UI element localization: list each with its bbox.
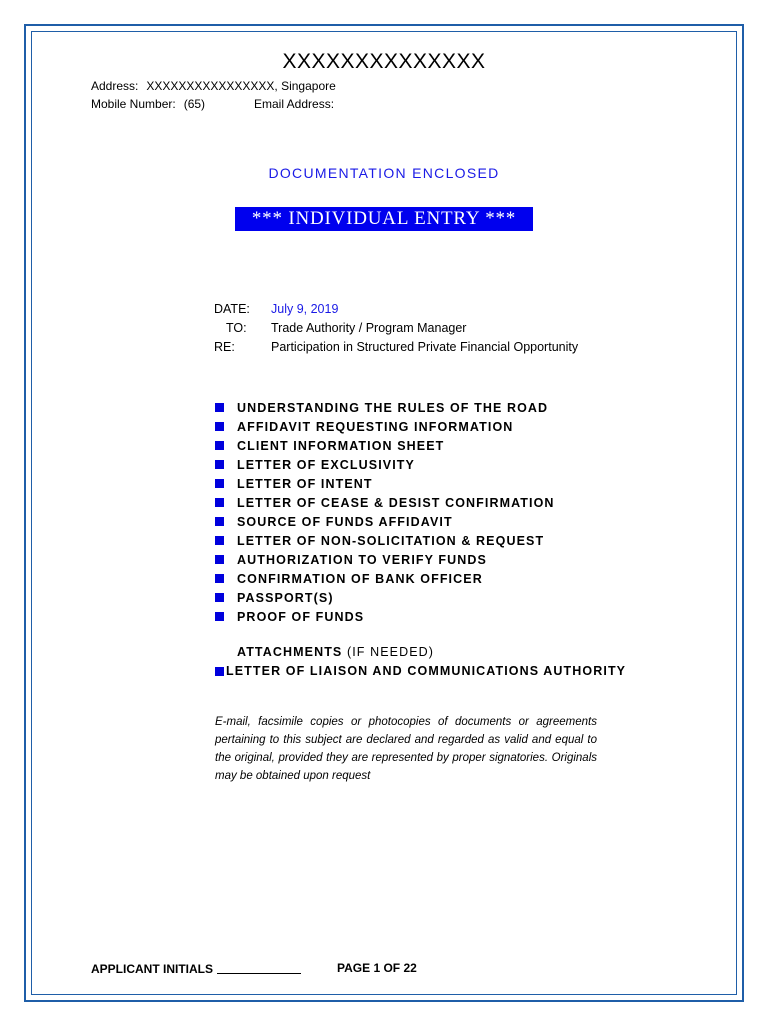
bullet-square-icon (215, 593, 224, 602)
bullet-square-icon (215, 403, 224, 412)
bullet-square-icon (215, 536, 224, 545)
bullet-square-icon (215, 460, 224, 469)
enclosed-documents-list (215, 398, 555, 626)
page-number: PAGE 1 OF 22 (337, 961, 417, 975)
address-value: XXXXXXXXXXXXXXXX, Singapore (146, 79, 336, 93)
initials-label: APPLICANT INITIALS (91, 962, 213, 976)
list-item: LETTER OF INTENT (215, 474, 555, 493)
attachments-label: ATTACHMENTS (237, 645, 343, 659)
bullet-square-icon (215, 479, 224, 488)
initials-blank-line (217, 961, 301, 974)
validity-notice: E-mail, facsimile copies or photocopies of documents or agreements pertaining to this subject are declared and regarded as valid and equal to the original, provided they are represented by proper signatories. Originals may be obtained upon request (215, 716, 597, 782)
attachments-note: (IF NEEDED) (346, 645, 435, 659)
re-label: RE: (214, 340, 235, 354)
list-item: UNDERSTANDING THE RULES OF THE ROAD (215, 398, 555, 417)
document-title: XXXXXXXXXXXXXX (282, 50, 486, 73)
individual-entry-banner: *** INDIVIDUAL ENTRY *** (235, 207, 533, 231)
mobile-value: (65) (183, 97, 206, 111)
bullet-square-icon (215, 667, 224, 676)
applicant-initials (91, 961, 301, 976)
list-item: AFFIDAVIT REQUESTING INFORMATION (215, 417, 555, 436)
to-label: TO: (226, 321, 247, 335)
email-label: Email Address: (254, 97, 335, 111)
to-value: Trade Authority / Program Manager (271, 321, 467, 335)
bullet-square-icon (215, 612, 224, 621)
address-line (91, 79, 336, 93)
bullet-square-icon (215, 422, 224, 431)
bullet-square-icon (215, 574, 224, 583)
list-item: LETTER OF EXCLUSIVITY (215, 455, 555, 474)
list-item: LETTER OF CEASE & DESIST CONFIRMATION (215, 493, 555, 512)
date-value: July 9, 2019 (271, 302, 339, 316)
bullet-square-icon (215, 498, 224, 507)
re-value: Participation in Structured Private Financial Opportunity (271, 340, 579, 354)
documentation-enclosed-heading: DOCUMENTATION ENCLOSED (268, 165, 500, 181)
attachments-heading (237, 645, 434, 659)
attachment-item: LETTER OF LIAISON AND COMMUNICATIONS AUTHORITY (215, 664, 626, 678)
list-item: LETTER OF NON-SOLICITATION & REQUEST (215, 531, 555, 550)
list-item: PASSPORT(S) (215, 588, 555, 607)
list-item: PROOF OF FUNDS (215, 607, 555, 626)
date-label: DATE: (214, 302, 250, 316)
list-item: CLIENT INFORMATION SHEET (215, 436, 555, 455)
bullet-square-icon (215, 555, 224, 564)
bullet-square-icon (215, 441, 224, 450)
list-item: AUTHORIZATION TO VERIFY FUNDS (215, 550, 555, 569)
address-label: Address: (91, 79, 139, 93)
list-item: SOURCE OF FUNDS AFFIDAVIT (215, 512, 555, 531)
list-item: CONFIRMATION OF BANK OFFICER (215, 569, 555, 588)
mobile-line (91, 97, 205, 111)
bullet-square-icon (215, 517, 224, 526)
mobile-label: Mobile Number: (91, 97, 176, 111)
